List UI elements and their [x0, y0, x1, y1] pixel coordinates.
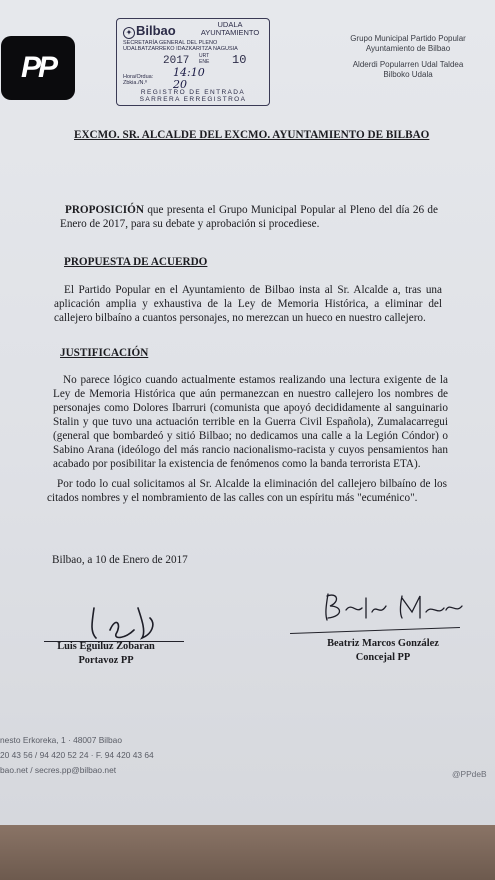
signature-marcos	[316, 588, 466, 628]
justificacion-paragraph-1: No parece lógico cuando actualmente estamos realizando una lectura exigente de la Ley de Memoria Histórica que aún permanezcan en nuestro callejero los nombres de personajes como Dolores Ibarruri (comunista que apoyó decididamente al sanguinario Stalin y que tuvo una actuación terrible en la Guerra Civil Española), Zumalacarregui (general que bombardeó y sitió Bilbao; no dedicamos una calle a la Legión Cóndor) o Sabino Arana (ideólogo del más rancio nacionalismo-racista y cuyos pensamientos han acabado por posibilitar la existencia de fenómenos como la banda terrorista ETA).	[53, 374, 448, 470]
stamp-hora-value: 14:10	[173, 66, 205, 79]
place-date: Bilbao, a 10 de Enero de 2017	[52, 554, 188, 566]
proposicion-label: PROPOSICIÓN	[65, 204, 144, 216]
addressee: EXCMO. SR. ALCALDE DEL EXCMO. AYUNTAMIENTO DE BILBAO	[74, 129, 430, 141]
signature-line-right	[290, 627, 460, 634]
stamp-num-label: Zbkia./N.º	[123, 80, 148, 86]
stamp-secretaria-es: SECRETARÍA GENERAL DEL PLENO	[123, 40, 218, 46]
stamp-month-es: ENE	[199, 59, 210, 65]
group-line-1: Grupo Municipal Partido Popular	[350, 34, 466, 43]
propuesta-paragraph: El Partido Popular en el Ayuntamiento de Bilbao insta al Sr. Alcalde a, tras una aplicación amplia y exhaustiva de la Ley de Memoria Histórica, a eliminar del callejero bilbaíno a cuantos personajes, no merezcan un hueco en nuestro callejero.	[54, 284, 442, 324]
stamp-hora-label: Hora/Ordua:	[123, 74, 154, 80]
stamp-handwritten	[173, 67, 205, 91]
footer-address: nesto Erkoreka, 1 · 48007 Bilbao	[0, 735, 122, 745]
signer-name-left: Luis Eguiluz Zobaran	[57, 641, 155, 652]
stamp-reg-eu: SARRERA ERREGISTROA	[139, 96, 247, 103]
footer-email: bao.net / secres.pp@bilbao.net	[0, 765, 117, 775]
proposicion-paragraph	[60, 203, 438, 231]
table-surface	[0, 825, 495, 880]
justificacion-heading: JUSTIFICACIÓN	[60, 347, 149, 359]
signer-name-right: Beatriz Marcos González	[327, 638, 439, 649]
signer-role-left: Portavoz PP	[78, 655, 134, 666]
group-line-2: Ayuntamiento de Bilbao	[365, 44, 451, 53]
group-line-3: Alderdi Popularren Udal Taldea	[352, 60, 464, 69]
footer-phones: 20 43 56 / 94 420 52 24 · F. 94 420 43 64	[0, 750, 154, 760]
proposicion-text: que presenta el Grupo Municipal Popular al Pleno del día 26 de Enero de 2017, para su debate y aprobación si procediese.	[60, 204, 438, 230]
group-header	[328, 34, 488, 80]
footer-social-handle: @PPdeB	[452, 769, 487, 779]
stamp-time-labels	[123, 74, 153, 86]
stamp-brand: ✦ Bilbao	[123, 23, 176, 39]
stamp-reg-es: REGISTRO DE ENTRADA	[140, 89, 246, 96]
bilbao-seal-icon: ✦	[123, 27, 135, 39]
stamp-day: 10	[232, 53, 247, 67]
stamp-month-eu: URT	[199, 53, 210, 59]
stamp-month	[199, 53, 209, 65]
stamp-secretaria	[123, 40, 263, 52]
pp-party-logo	[1, 36, 75, 100]
footer-contact	[0, 733, 154, 778]
propuesta-heading: PROPUESTA DE ACUERDO	[64, 256, 208, 268]
pp-logo-text: PP	[20, 51, 56, 84]
stamp-ayuntamiento	[195, 21, 265, 37]
stamp-registro	[121, 89, 265, 103]
signer-role-right: Concejal PP	[355, 652, 411, 663]
stamp-ayto: AYUNTAMIENTO	[200, 28, 260, 37]
registry-stamp	[116, 18, 270, 106]
justificacion-paragraph-2: Por todo lo cual solicitamos al Sr. Alcalde la eliminación del callejero bilbaíno de los citados nombres y el nombramiento de las calles con un espíritu más "ecuménico".	[47, 478, 447, 504]
stamp-year: 2017	[163, 55, 190, 67]
group-line-4: Bilboko Udala	[383, 70, 433, 79]
signature-block-left	[46, 640, 166, 668]
stamp-num-value: 20	[173, 78, 187, 91]
stamp-secretaria-eu: UDALBATZARREKO IDAZKARITZA NAGUSIA	[123, 46, 238, 52]
signature-block-right	[308, 637, 458, 665]
stamp-udala: UDALA	[217, 20, 243, 29]
